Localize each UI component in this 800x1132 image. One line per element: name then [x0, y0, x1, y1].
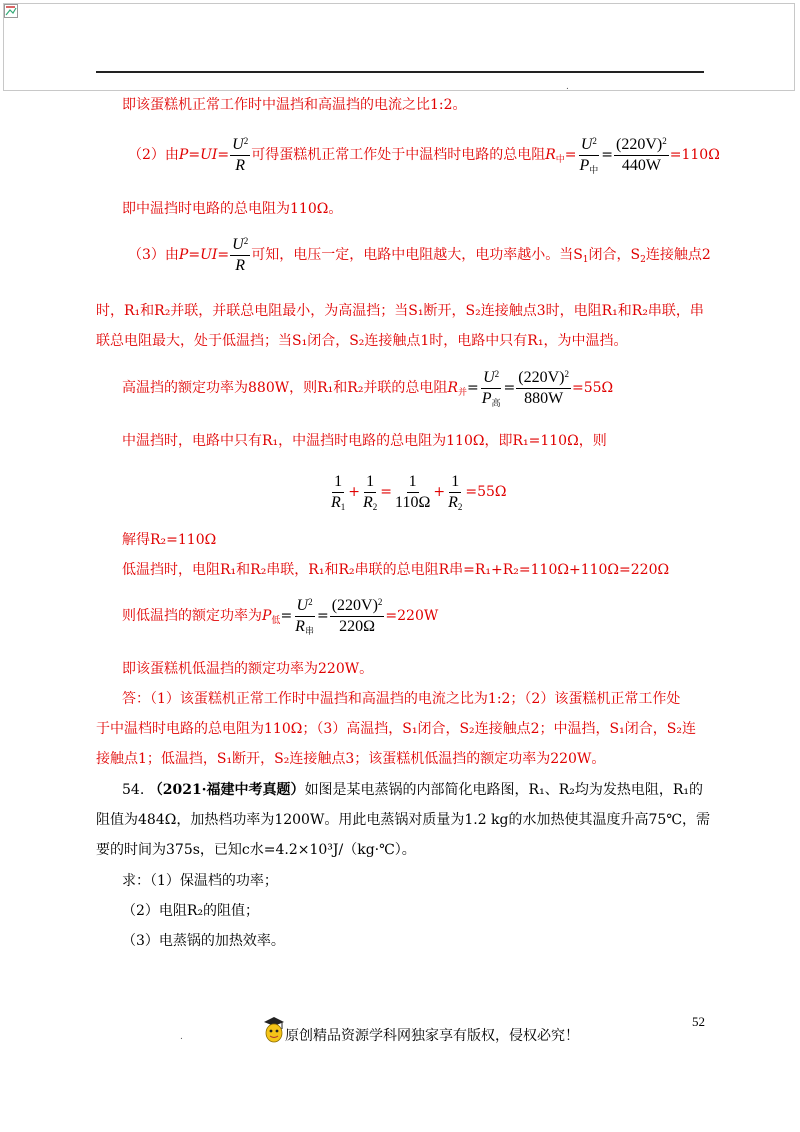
line-solve-r2: 解得R₂=110Ω: [122, 532, 217, 548]
line-low-result: 即该蛋糕机低温挡的额定功率为220W。: [122, 661, 374, 677]
line-series: 联总电阻最大，处于低温挡；当S₁闭合，S₂连接触点1时，电路中只有R₁，为中温挡。: [96, 333, 628, 349]
line-low-series: 低温挡时，电阻R₁和R₂串联，R₁和R₂串联的总电阻R串=R₁+R₂=110Ω+110Ω=220Ω: [122, 562, 670, 578]
formula-u2-over-phigh: $\frac{U^2}{P_高}$: [481, 368, 501, 408]
answer-line-1: 答：（1）该蛋糕机正常工作时中温挡和高温挡的电流之比为1:2；（2）该蛋糕机正常工作处: [122, 691, 681, 707]
question-part-3: （3）电蒸锅的加热效率。: [122, 933, 285, 949]
formula-u2-over-rseries: $\frac{U^2}{R_串}$: [295, 596, 314, 636]
formula-220-over-440: $\frac{(220V)^2}{440W}$: [616, 135, 667, 174]
question-part-2: （2）电阻R₂的阻值；: [122, 903, 260, 919]
line-high-power: 高温挡的额定功率为880W，则R₁和R₂并联的总电阻$R_并=$ $\frac{U^2}{P_高}$ = $\frac{(220V)^2}{880W}$ =55Ω: [122, 368, 614, 408]
question-part-1: 求：（1）保温档的功率；: [122, 873, 278, 889]
header-rule: [96, 71, 704, 73]
answer-line-2: 于中温档时电路的总电阻为110Ω；（3）高温挡，S₁闭合，S₂连接触点2；中温挡，S₁闭合，S₂连: [96, 721, 696, 737]
header-frame: [3, 3, 795, 91]
question-54-line-3: 要的时间为375s，已知c水=4.2×10³J/（kg·℃）。: [96, 842, 416, 858]
line-parallel: 时，R₁和R₂并联，并联总电阻最小，为高温挡；当S₁断开，S₂连接触点3时，电阻R₁和R₂串联，串: [96, 303, 704, 319]
question-54-line-1: 54. （2021·福建中考真题）如图是某电蒸锅的内部简化电路图，R₁、R₂均为发热电阻，R₁的: [122, 782, 704, 798]
header-dot: .: [566, 82, 569, 92]
formula-220-over-220ohm: $\frac{(220V)^2}{220\Omega}$: [331, 596, 383, 635]
line-middle-total: 即中温挡时电路的总电阻为110Ω。: [122, 201, 343, 217]
line-middle-r1: 中温挡时，电路中只有R₁，中温挡时电路的总电阻为110Ω，即R₁=110Ω，则: [122, 433, 607, 449]
formula-220-over-880: $\frac{(220V)^2}{880W}$: [518, 368, 569, 407]
broken-image-icon: [4, 4, 18, 18]
line-low-power: 则低温挡的额定功率为$P_低=$ $\frac{U^2}{R_串}$ = $\frac{(220V)^2}{220\Omega}$ =220W: [122, 596, 439, 636]
scholar-mascot-icon: [262, 1016, 286, 1044]
answer-line-3: 接触点1；低温挡，S₁断开，S₂连接触点3；该蛋糕机低温挡的额定功率为220W。: [96, 751, 606, 767]
formula-u2-over-r: $\frac{U^2}{R}$: [232, 135, 249, 174]
formula-u2-over-pmid: $\frac{U^2}{P_中}$: [579, 135, 599, 175]
page-number: 52: [692, 1014, 705, 1029]
line-parallel-formula: $\frac{1}{R_1}$ + $\frac{1}{R_2}$ = $\frac{1}{110\Omega}$ + $\frac{1}{R_2}$ =55Ω: [331, 472, 507, 512]
line-middle-resistance: （2）由P=UI= $\frac{U^2}{R}$ 可得蛋糕机正常工作处于中温档时电路的总电阻$R_中=$ $\frac{U^2}{P_中}$ = $\frac{(220V)^2}{440W}$ =110Ω: [128, 135, 720, 175]
line-power-reasoning: （3）由P=UI= $\frac{U^2}{R}$ 可知，电压一定，电路中电阻越大，电功率越小。当$S_1$闭合，$S_2$连接触点2: [128, 235, 711, 274]
line-ratio: 即该蛋糕机正常工作时中温挡和高温挡的电流之比1:2。: [122, 97, 467, 113]
question-54-line-2: 阻值为484Ω，加热档功率为1200W。用此电蒸锅对质量为1.2 kg的水加热使其温度升高75℃，需: [96, 812, 710, 828]
formula-u2-over-r-2: $\frac{U^2}{R}$: [232, 235, 249, 274]
footer-dot: .: [180, 1032, 183, 1042]
copyright-footer: 原创精品资源学科网独家享有版权，侵权必究！: [285, 1028, 579, 1044]
